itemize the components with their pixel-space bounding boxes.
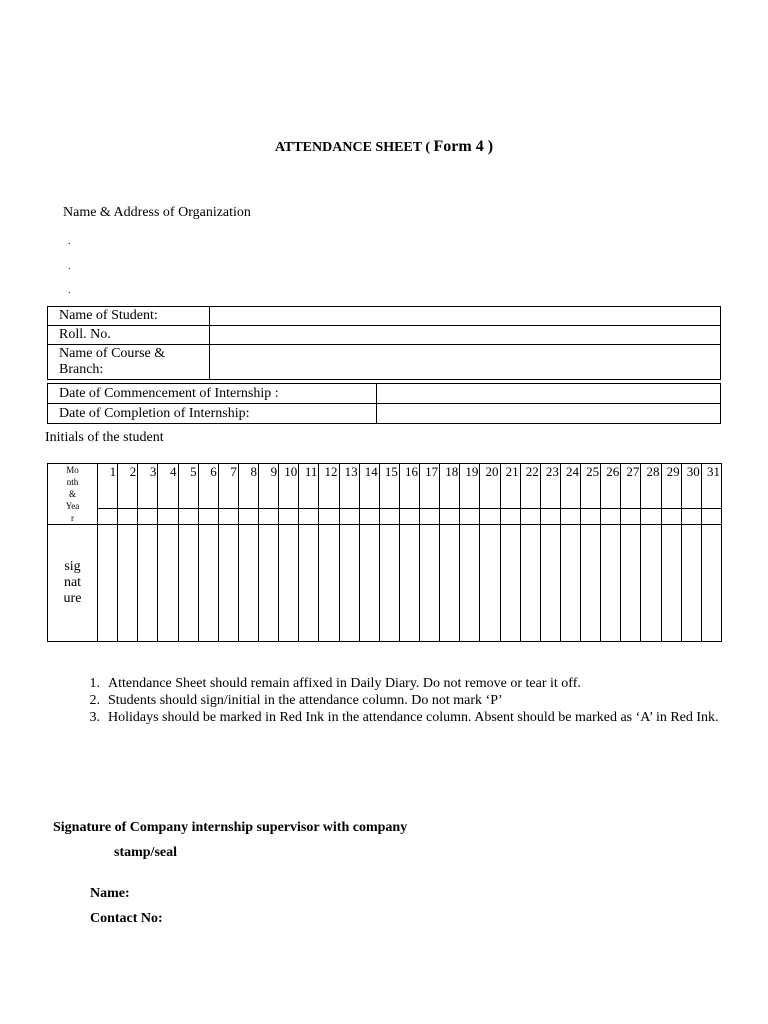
signature-cell-day-24[interactable] (560, 525, 580, 642)
day-header-15: 15 (379, 464, 399, 509)
commencement-row (48, 384, 721, 404)
initials-cell-day-1[interactable] (98, 508, 118, 524)
day-header-6: 6 (198, 464, 218, 509)
title-main: ATTENDANCE SHEET ( (274, 140, 431, 155)
day-header-12: 12 (319, 464, 339, 509)
initials-cell-day-9[interactable] (259, 508, 279, 524)
signature-cell-day-14[interactable] (359, 525, 379, 642)
signature-cell-day-10[interactable] (279, 525, 299, 642)
day-header-11: 11 (299, 464, 319, 509)
signature-cell-day-12[interactable] (319, 525, 339, 642)
initials-label: Initials of the student (45, 430, 164, 445)
attendance-header-row (48, 464, 722, 509)
initials-cell-day-2[interactable] (118, 508, 138, 524)
organization-dot-2: . (68, 261, 71, 272)
course-label-line1: Name of Course & (59, 346, 166, 361)
completion-field[interactable] (377, 404, 721, 424)
initials-cell-day-10[interactable] (279, 508, 299, 524)
signature-cell-day-27[interactable] (621, 525, 641, 642)
initials-cell-day-20[interactable] (480, 508, 500, 524)
initials-cell-day-15[interactable] (379, 508, 399, 524)
initials-cell-day-17[interactable] (420, 508, 440, 524)
instruction-text: Holidays should be marked in Red Ink in the attendance column. Absent should be marked as ‘A’ in Red Ink. (108, 710, 719, 725)
signature-label (48, 525, 98, 642)
organization-label: Name & Address of Organization (63, 205, 251, 220)
initials-cell-day-18[interactable] (440, 508, 460, 524)
student-info-table (47, 306, 721, 380)
day-header-1: 1 (98, 464, 118, 509)
signature-cell-day-2[interactable] (118, 525, 138, 642)
initials-cell-day-21[interactable] (500, 508, 520, 524)
day-header-2: 2 (118, 464, 138, 509)
month-year-label-line: r (71, 513, 74, 523)
initials-cell-day-14[interactable] (359, 508, 379, 524)
initials-cell-day-7[interactable] (218, 508, 238, 524)
initials-cell-day-29[interactable] (661, 508, 681, 524)
day-header-9: 9 (259, 464, 279, 509)
day-header-20: 20 (480, 464, 500, 509)
signature-cell-day-16[interactable] (399, 525, 419, 642)
day-header-21: 21 (500, 464, 520, 509)
month-year-label-line: Mo (66, 465, 79, 475)
roll-no-row (48, 326, 721, 345)
initials-cell-day-26[interactable] (601, 508, 621, 524)
commencement-field[interactable] (377, 384, 721, 404)
signature-cell-day-29[interactable] (661, 525, 681, 642)
day-header-26: 26 (601, 464, 621, 509)
instruction-text: Attendance Sheet should remain affixed in Daily Diary. Do not remove or tear it off. (108, 676, 581, 691)
signature-cell-day-25[interactable] (581, 525, 601, 642)
page-title (0, 138, 768, 156)
initials-cell-day-16[interactable] (399, 508, 419, 524)
day-header-27: 27 (621, 464, 641, 509)
initials-cell-day-24[interactable] (560, 508, 580, 524)
signature-cell-day-23[interactable] (540, 525, 560, 642)
initials-cell-day-12[interactable] (319, 508, 339, 524)
initials-cell-day-11[interactable] (299, 508, 319, 524)
initials-cell-day-13[interactable] (339, 508, 359, 524)
course-label (48, 345, 210, 380)
title-form: Form 4 ) (433, 138, 494, 155)
day-header-8: 8 (238, 464, 258, 509)
day-header-18: 18 (440, 464, 460, 509)
attendance-initials-row (48, 508, 722, 524)
course-field[interactable] (210, 345, 721, 380)
month-year-label-line: Yea (65, 501, 80, 511)
day-header-4: 4 (158, 464, 178, 509)
roll-no-field[interactable] (210, 326, 721, 345)
instruction-number: 1. (89, 676, 100, 691)
initials-cell-day-19[interactable] (460, 508, 480, 524)
signature-label-line: ure (63, 591, 82, 606)
month-year-label-line: & (68, 489, 76, 499)
signature-cell-day-17[interactable] (420, 525, 440, 642)
signature-cell-day-19[interactable] (460, 525, 480, 642)
initials-cell-day-8[interactable] (238, 508, 258, 524)
completion-row (48, 404, 721, 424)
supervisor-contact-label: Contact No: (90, 911, 163, 926)
student-name-field[interactable] (210, 307, 721, 326)
day-header-3: 3 (138, 464, 158, 509)
supervisor-stamp-label: stamp/seal (114, 845, 177, 860)
commencement-label: Date of Commencement of Internship : (48, 384, 377, 404)
signature-cell-day-30[interactable] (681, 525, 701, 642)
day-header-31: 31 (701, 464, 721, 509)
day-header-10: 10 (279, 464, 299, 509)
signature-cell-day-1[interactable] (98, 525, 118, 642)
day-header-19: 19 (460, 464, 480, 509)
instructions-list (63, 675, 723, 726)
initials-cell-day-4[interactable] (158, 508, 178, 524)
organization-dot-1: . (68, 236, 71, 247)
instruction-item (63, 675, 723, 692)
day-header-23: 23 (540, 464, 560, 509)
signature-cell-day-5[interactable] (178, 525, 198, 642)
supervisor-name-label: Name: (90, 886, 130, 901)
initials-cell-day-6[interactable] (198, 508, 218, 524)
internship-dates-table (47, 383, 721, 424)
day-header-28: 28 (641, 464, 661, 509)
signature-cell-day-13[interactable] (339, 525, 359, 642)
signature-label-line: sig (64, 559, 81, 574)
initials-cell-day-28[interactable] (641, 508, 661, 524)
signature-cell-day-8[interactable] (238, 525, 258, 642)
day-header-29: 29 (661, 464, 681, 509)
day-header-30: 30 (681, 464, 701, 509)
initials-cell-day-23[interactable] (540, 508, 560, 524)
student-name-row (48, 307, 721, 326)
signature-cell-day-22[interactable] (520, 525, 540, 642)
day-header-14: 14 (359, 464, 379, 509)
attendance-table (47, 463, 722, 642)
month-year-label (48, 464, 98, 525)
signature-label-line: nat (63, 575, 82, 590)
instruction-number: 2. (89, 693, 100, 708)
day-header-17: 17 (420, 464, 440, 509)
day-header-16: 16 (399, 464, 419, 509)
instruction-number: 3. (89, 710, 100, 725)
organization-dot-3: . (68, 285, 71, 296)
instruction-text: Students should sign/initial in the attendance column. Do not mark ‘P’ (108, 693, 503, 708)
supervisor-signature-label: Signature of Company internship supervisor with company (53, 820, 408, 835)
course-row (48, 345, 721, 380)
instruction-item (63, 692, 723, 709)
signature-cell-day-3[interactable] (138, 525, 158, 642)
signature-cell-day-21[interactable] (500, 525, 520, 642)
signature-cell-day-11[interactable] (299, 525, 319, 642)
signature-cell-day-6[interactable] (198, 525, 218, 642)
day-header-5: 5 (178, 464, 198, 509)
attendance-signature-row (48, 525, 722, 642)
initials-cell-day-27[interactable] (621, 508, 641, 524)
signature-cell-day-28[interactable] (641, 525, 661, 642)
initials-cell-day-22[interactable] (520, 508, 540, 524)
day-header-24: 24 (560, 464, 580, 509)
initials-cell-day-30[interactable] (681, 508, 701, 524)
signature-cell-day-26[interactable] (601, 525, 621, 642)
signature-cell-day-7[interactable] (218, 525, 238, 642)
signature-cell-day-20[interactable] (480, 525, 500, 642)
initials-cell-day-5[interactable] (178, 508, 198, 524)
instruction-item (63, 709, 723, 726)
course-label-line2: Branch: (59, 362, 104, 377)
signature-cell-day-4[interactable] (158, 525, 178, 642)
initials-cell-day-25[interactable] (581, 508, 601, 524)
initials-cell-day-3[interactable] (138, 508, 158, 524)
day-header-13: 13 (339, 464, 359, 509)
signature-cell-day-15[interactable] (379, 525, 399, 642)
day-header-7: 7 (218, 464, 238, 509)
month-year-label-line: nth (66, 477, 79, 487)
roll-no-label: Roll. No. (48, 326, 210, 345)
signature-cell-day-18[interactable] (440, 525, 460, 642)
completion-label: Date of Completion of Internship: (48, 404, 377, 424)
initials-cell-day-31[interactable] (701, 508, 721, 524)
day-header-25: 25 (581, 464, 601, 509)
signature-cell-day-9[interactable] (259, 525, 279, 642)
student-name-label: Name of Student: (48, 307, 210, 326)
day-header-22: 22 (520, 464, 540, 509)
signature-cell-day-31[interactable] (701, 525, 721, 642)
